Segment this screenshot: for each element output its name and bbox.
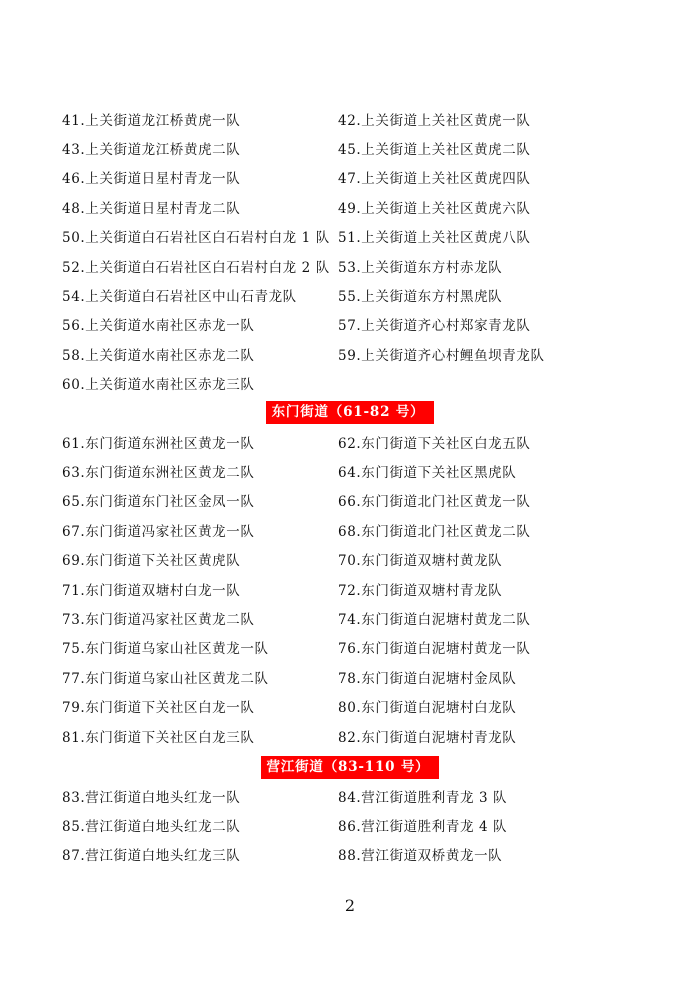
list-item: 48.上关街道日星村青龙二队 — [62, 200, 241, 217]
list-item: 61.东门街道东洲社区黄龙一队 — [62, 435, 255, 452]
list-item: 87.营江街道白地头红龙三队 — [62, 848, 241, 865]
list-item: 54.上关街道白石岩社区中山石青龙队 — [62, 289, 297, 306]
section-header-yingjiang — [0, 756, 700, 779]
list-item: 70.东门街道双塘村黄龙队 — [338, 553, 503, 570]
list-item: 62.东门街道下关社区白龙五队 — [338, 435, 531, 452]
section-header-label: 营江街道（83-110 号） — [261, 756, 440, 779]
team-list-yingjiang — [62, 781, 622, 869]
list-item: 72.东门街道双塘村青龙队 — [338, 582, 503, 599]
list-item: 64.东门街道下关社区黑虎队 — [338, 465, 517, 482]
list-item: 88.营江街道双桥黄龙一队 — [338, 848, 503, 865]
section-header-dongmen — [0, 401, 700, 424]
list-item: 47.上关街道上关社区黄虎四队 — [338, 171, 531, 188]
list-item: 42.上关街道上关社区黄虎一队 — [338, 112, 531, 129]
list-item: 56.上关街道水南社区赤龙一队 — [62, 318, 255, 335]
list-item: 46.上关街道日星村青龙一队 — [62, 171, 241, 188]
list-item: 60.上关街道水南社区赤龙三队 — [62, 377, 255, 394]
list-item: 69.东门街道下关社区黄虎队 — [62, 553, 241, 570]
list-item: 59.上关街道齐心村鲤鱼坝青龙队 — [338, 347, 545, 364]
list-item: 63.东门街道东洲社区黄龙二队 — [62, 465, 255, 482]
list-item: 71.东门街道双塘村白龙一队 — [62, 582, 241, 599]
list-item: 52.上关街道白石岩社区白石岩村白龙 2 队 — [62, 259, 330, 276]
list-item: 79.东门街道下关社区白龙一队 — [62, 700, 255, 717]
page-number: 2 — [344, 896, 356, 915]
list-item: 75.东门街道乌家山社区黄龙一队 — [62, 641, 269, 658]
list-item: 51.上关街道上关社区黄虎八队 — [338, 230, 531, 247]
list-item: 50.上关街道白石岩社区白石岩村白龙 1 队 — [62, 230, 330, 247]
list-item: 82.东门街道白泥塘村青龙队 — [338, 729, 517, 746]
team-list-shangguan — [62, 104, 622, 398]
list-item: 53.上关街道东方村赤龙队 — [338, 259, 503, 276]
list-item: 85.营江街道白地头红龙二队 — [62, 819, 241, 836]
list-item: 58.上关街道水南社区赤龙二队 — [62, 347, 255, 364]
team-list-dongmen — [62, 427, 622, 750]
list-item: 76.东门街道白泥塘村黄龙一队 — [338, 641, 531, 658]
list-item: 81.东门街道下关社区白龙三队 — [62, 729, 255, 746]
list-item: 49.上关街道上关社区黄虎六队 — [338, 200, 531, 217]
list-item: 67.东门街道冯家社区黄龙一队 — [62, 523, 255, 540]
list-item: 55.上关街道东方村黑虎队 — [338, 289, 503, 306]
list-item: 83.营江街道白地头红龙一队 — [62, 789, 241, 806]
list-item: 80.东门街道白泥塘村白龙队 — [338, 700, 517, 717]
list-item: 65.东门街道东门社区金凤一队 — [62, 494, 255, 511]
list-item: 43.上关街道龙江桥黄虎二队 — [62, 142, 241, 159]
list-item: 78.东门街道白泥塘村金凤队 — [338, 670, 517, 687]
list-item: 74.东门街道白泥塘村黄龙二队 — [338, 612, 531, 629]
list-item: 84.营江街道胜利青龙 3 队 — [338, 789, 508, 806]
list-item: 41.上关街道龙江桥黄虎一队 — [62, 112, 241, 129]
list-item: 73.东门街道冯家社区黄龙二队 — [62, 612, 255, 629]
section-header-label: 东门街道（61-82 号） — [266, 401, 435, 424]
list-item: 57.上关街道齐心村郑家青龙队 — [338, 318, 531, 335]
list-item: 77.东门街道乌家山社区黄龙二队 — [62, 670, 269, 687]
list-item: 66.东门街道北门社区黄龙一队 — [338, 494, 531, 511]
list-item: 68.东门街道北门社区黄龙二队 — [338, 523, 531, 540]
list-item: 86.营江街道胜利青龙 4 队 — [338, 819, 508, 836]
list-item: 45.上关街道上关社区黄虎二队 — [338, 142, 531, 159]
